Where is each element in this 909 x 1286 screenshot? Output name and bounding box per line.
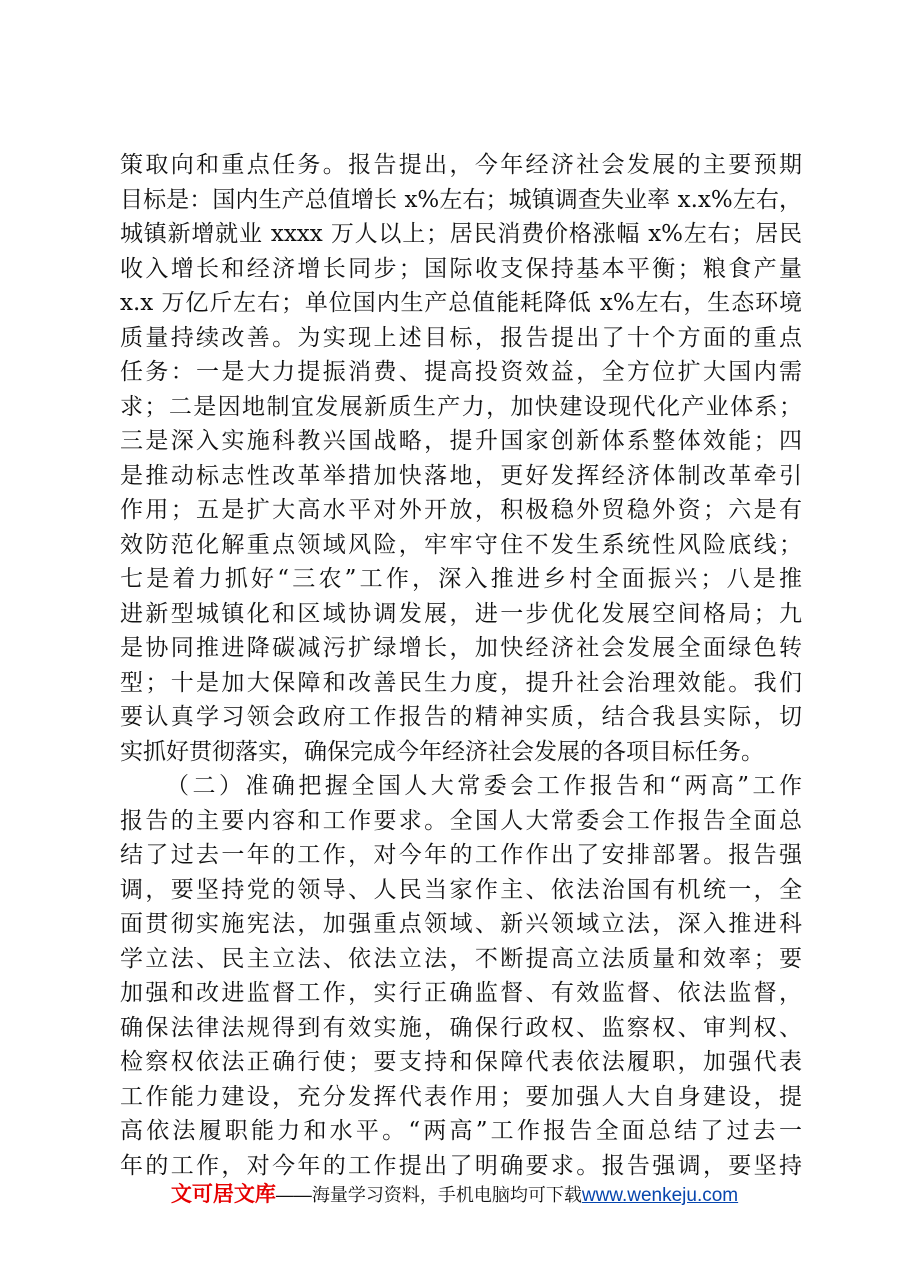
body-line: 任务：一是大力提振消费、提高投资效益，全方位扩大国内需 — [120, 359, 802, 385]
footer-banner — [0, 1181, 909, 1210]
body-line: 确保法律法规得到有效实施，确保行政权、监察权、审判权、 — [120, 1014, 802, 1041]
body-line: 加强和改进监督工作，实行正确监督、有效监督、依法监督， — [120, 980, 802, 1006]
body-line: 结了过去一年的工作，对今年的工作作出了安排部署。报告强 — [120, 842, 802, 868]
body-line: 工作能力建设，充分发挥代表作用；要加强人大自身建设，提 — [120, 1083, 802, 1110]
body-text — [120, 148, 802, 1183]
body-line: 调，要坚持党的领导、人民当家作主、依法治国有机统一，全 — [120, 876, 802, 903]
body-line: 求；二是因地制宜发展新质生产力，加快建设现代化产业体系； — [120, 393, 802, 420]
body-line: 年的工作，对今年的工作提出了明确要求。报告强调，要坚持 — [120, 1152, 802, 1179]
body-line: 目标是：国内生产总值增长 x%左右；城镇调查失业率 x.x%左右， — [120, 186, 802, 213]
body-line: 城镇新增就业 xxxx 万人以上；居民消费价格涨幅 x%左右；居民 — [120, 221, 802, 247]
body-line: 效防范化解重点领域风险，牢牢守住不发生系统性风险底线； — [120, 531, 802, 558]
body-line: 高依法履职能力和水平。“两高”工作报告全面总结了过去一 — [120, 1118, 802, 1144]
body-line: 质量持续改善。为实现上述目标，报告提出了十个方面的重点 — [120, 324, 802, 351]
body-line: 是协同推进降碳减污扩绿增长，加快经济社会发展全面绿色转 — [120, 635, 802, 661]
body-line: 策取向和重点任务。报告提出，今年经济社会发展的主要预期 — [120, 152, 802, 178]
body-line: 型；十是加大保障和改善民生力度，提升社会治理效能。我们 — [120, 669, 802, 696]
body-line: 收入增长和经济增长同步；国际收支保持基本平衡；粮食产量 — [120, 255, 802, 282]
footer-brand: 文可居文库 — [170, 1183, 276, 1206]
body-line: 三是深入实施科教兴国战略，提升国家创新体系整体效能；四 — [120, 428, 802, 454]
section-heading-line: （二）准确把握全国人大常委会工作报告和“两高”工作 — [166, 773, 802, 799]
body-line: 进新型城镇化和区域协调发展，进一步优化发展空间格局；九 — [120, 600, 802, 627]
body-line: 要认真学习领会政府工作报告的精神实质，结合我县实际，切 — [120, 704, 802, 730]
footer-website-link[interactable]: www.wenkeju.com — [581, 1185, 739, 1206]
body-line: 作用；五是扩大高水平对外开放，积极稳外贸稳外资；六是有 — [120, 497, 802, 523]
body-line: x.x 万亿斤左右；单位国内生产总值能耗降低 x%左右，生态环境 — [120, 290, 802, 316]
body-line: 是推动标志性改革举措加快落地，更好发挥经济体制改革牵引 — [120, 462, 802, 489]
body-line: 面贯彻实施宪法，加强重点领域、新兴领域立法，深入推进科 — [120, 911, 802, 937]
body-line: 检察权依法正确行使；要支持和保障代表依法履职，加强代表 — [120, 1049, 802, 1075]
body-line: 报告的主要内容和工作要求。全国人大常委会工作报告全面总 — [120, 807, 802, 834]
body-line: 七是着力抓好“三农”工作，深入推进乡村全面振兴；八是推 — [120, 566, 802, 592]
body-line: 实抓好贯彻落实，确保完成今年经济社会发展的各项目标任务。 — [120, 738, 764, 765]
body-line: 学立法、民主立法、依法立法，不断提高立法质量和效率；要 — [120, 945, 802, 972]
footer-tagline: ——海量学习资料，手机电脑均可下载 — [275, 1185, 582, 1205]
